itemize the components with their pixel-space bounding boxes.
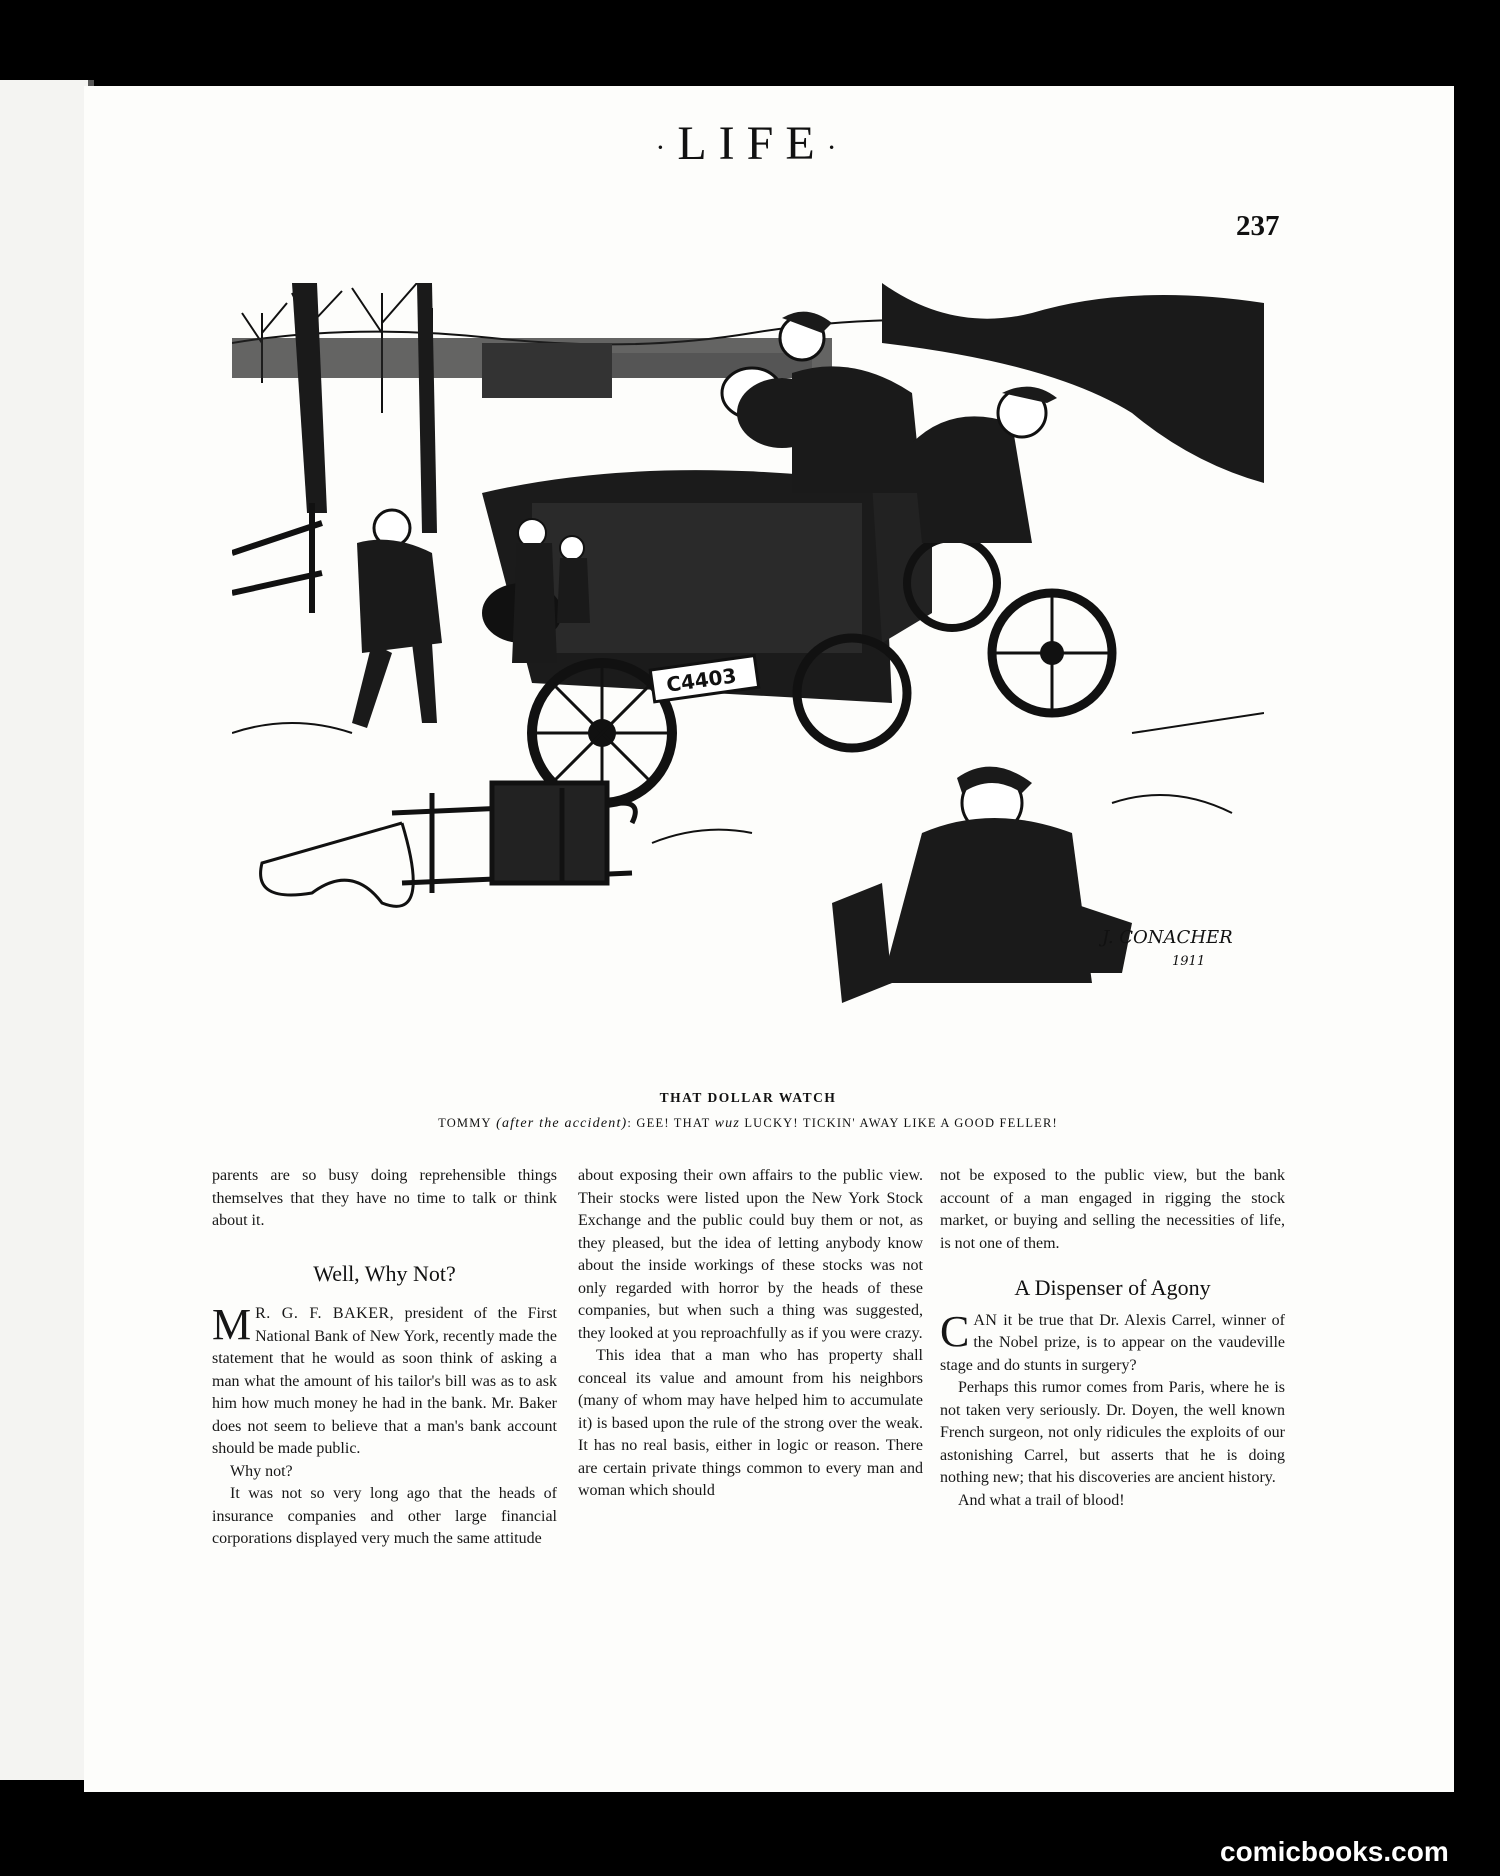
article-paragraph: Perhaps this rumor comes from Paris, where he is not taken very seriously. Dr. Doyen, the well known French surgeon, not only ridicules the exploits of our astonishing Carrel, but asserts that he is doing nothing new; that his discoveries are ancient history. [940,1379,1285,1486]
masthead-title: LIFE [677,117,827,170]
signature-year: 1911 [1172,954,1206,969]
license-plate-text: C4403 [664,663,738,697]
article-heading: A Dispenser of Agony [1014,1275,1211,1300]
caption-line-before: : GEE! THAT [627,1116,711,1130]
continuation-text: parents are so busy doing reprehensible things themselves that they have no time to talk or think about it. [212,1167,557,1229]
facing-page-edge [0,80,94,1780]
paragraph-text: it be true that Dr. Alexis Carrel, winner of the Nobel prize, is to appear on the vaudeville stage and do stunts in surgery? [940,1311,1286,1374]
article-paragraph: And what a trail of blood! [958,1491,1125,1509]
caption-title: THAT DOLLAR WATCH [659,1090,837,1105]
article-paragraph [940,1306,1286,1378]
article-paragraph: about exposing their own affairs to the public view. Their stocks were listed upon the New York Stock Exchange and the public could buy them or not, as they pleased, but the idea of letting anybody know about the inside workings of these stocks was not only regarded with horror by the heads of these companies, but when such a thing was suggested, they looked at you reproachfully as if you were crazy. [578,1167,923,1342]
article-column-1 [212,1165,557,1551]
article-paragraph: It was not so very long ago that the heads of insurance companies and other large financial corporations displayed very much the same attitude [212,1485,557,1547]
lead-in: AN [973,1311,998,1329]
farmhouse [482,343,612,398]
caption-line-italic: wuz [714,1116,741,1131]
artist-signature: J. CONACHER [1102,927,1233,948]
drop-cap: M [212,1300,252,1349]
article-column-2 [578,1165,923,1503]
caption-stage-direction: (after the accident) [496,1116,628,1131]
article-heading: Well, Why Not? [313,1260,456,1286]
paragraph-text: president of the First National Bank of New York, recently made the statement that he would as soon think of asking a man what the amount of his tailor's bill was as to ask him how much money he had in the bank. Mr. Baker does not seem to believe that a man's bank account should be made public. [212,1305,558,1457]
article-paragraph [212,1300,558,1461]
site-watermark: comicbooks.com [1220,1836,1449,1867]
continuation-text: not be exposed to the public view, but the bank account of a man engaged in rigging the stock market, or buying and selling the necessities of life, is not one of them. [940,1167,1285,1252]
illustration-car-accident [232,283,1264,1058]
caption-speaker: TOMMY [438,1116,492,1130]
article-column-3 [940,1165,1285,1512]
caption-line-after: LUCKY! TICKIN' AWAY LIKE A GOOD FELLER! [744,1116,1058,1130]
article-paragraph: This idea that a man who has property shall conceal its value and amount from his neighbors (many of whom may have helped him to accumulate it) is based upon the rule of the strong over the weak. It has no real basis, either in logic or reason. There are certain private things common to every man and woman which should [578,1347,923,1499]
farm-buildings [612,353,812,378]
article-paragraph: Why not? [230,1462,293,1480]
masthead: ·LIFE· [655,117,849,170]
drop-cap: C [940,1306,970,1356]
page-number: 237 [1236,210,1280,242]
lead-in: R. G. F. BAKER, [255,1305,395,1322]
caption-line [232,1116,1264,1132]
